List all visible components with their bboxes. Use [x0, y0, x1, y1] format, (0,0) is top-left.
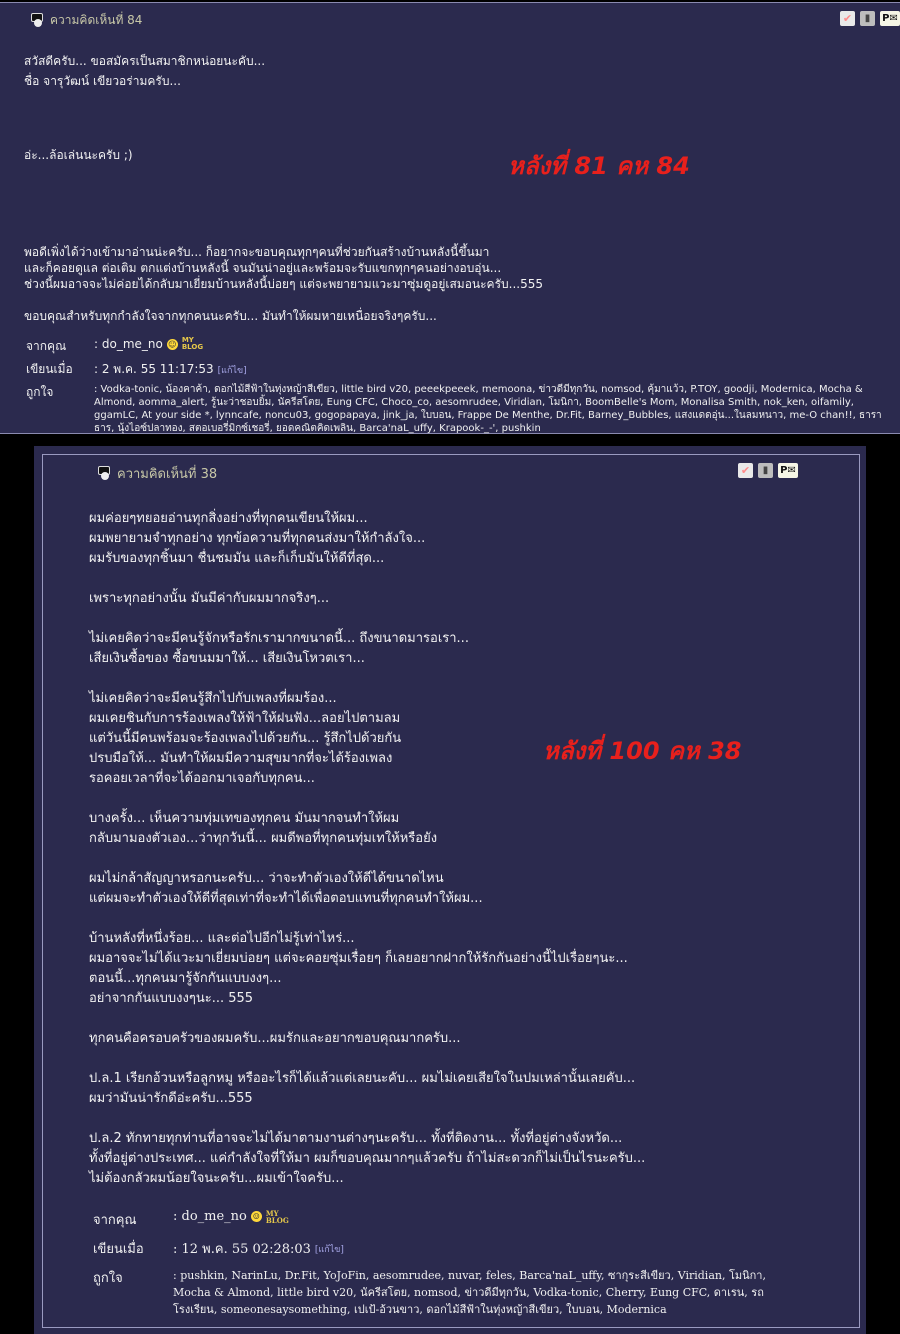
- comment-number: ความคิดเห็นที่ 38: [117, 467, 218, 482]
- likers-list: : pushkin, NarinLu, Dr.Fit, YoJoFin, aesomrudee, nuvar, feles, Barca'naL_uffy, ซากุระสีเขียว, Viridian, โมนิกา, Mocha & Almond, little bird v20, นัครีสโตย, nomsod, ข่าวดีมีทุกวัน, Vodka-tonic, Cherry, Eung CFC, ดาเรน, รถโรงเรียน, someonesaysomething, เปเป้-อ้วนขาว, ดอกไม้สีฟ้าในทุ่งหญ้าสีเขียว, ใบบอน, Modernica: [173, 1269, 766, 1316]
- body-line: ไม่ต้องกลัวผมน้อยใจนะครับ...ผมเข้าใจครับ...: [89, 1171, 344, 1186]
- body-line: อย่าจากกันแบบงงๆนะ... 555: [89, 991, 254, 1006]
- body-line: ทั้งที่อยู่ต่างประเทศ... แค่กำลังใจที่ให้มา ผมก็ขอบคุณมากๆแล้วครับ ถ้าไม่สะดวกก็ไม่เป็นไรนะครับ...: [89, 1151, 646, 1166]
- comment-tools: [738, 463, 798, 478]
- user-avatar-icon: [30, 13, 44, 29]
- body-line: ผมรับของทุกชิ้นมา ชื่นชมมัน และก็เก็บมันให้ดีที่สุด...: [89, 551, 385, 566]
- private-message-icon[interactable]: P✉: [880, 11, 900, 26]
- comment-meta: [26, 337, 892, 439]
- comment-84: [0, 2, 900, 434]
- comment-body: [24, 51, 543, 326]
- body-line: ผมว่ามันน่ารักดีอ่ะครับ...555: [89, 1091, 253, 1106]
- body-line: ผมเคยชินกับการร้องเพลงให้ฟ้าให้ฝนฟัง...ลอยไปตามลม: [89, 711, 401, 726]
- smiley-icon: ☺: [168, 339, 177, 349]
- comment-38-frame: [34, 446, 866, 1334]
- trash-icon[interactable]: ▮: [860, 11, 875, 26]
- likes-label: ถูกใจ: [93, 1271, 123, 1286]
- body-line: อ่ะ...ล้อเล่นนะครับ ;): [24, 148, 133, 162]
- posted-time: : 2 พ.ค. 55 11:17:53: [94, 362, 214, 376]
- trash-icon[interactable]: ▮: [758, 463, 773, 478]
- body-line: บ้านหลังที่หนึ่งร้อย... และต่อไปอีกไม่รู้เท่าไหร่...: [89, 931, 355, 946]
- edit-link[interactable]: [แก้ไข]: [217, 365, 247, 376]
- body-line: ป.ล.1 เรียกอ้วนหรือลูกหมู หรืออะไรก็ได้แล้วแต่เลยนะคับ... ผมไม่เคยเสียใจในปมเหล่านั้นเลยคับ...: [89, 1071, 636, 1086]
- likes-label: ถูกใจ: [26, 385, 54, 399]
- private-message-icon[interactable]: P✉: [778, 463, 798, 478]
- comment-number: ความคิดเห็นที่ 84: [50, 13, 143, 27]
- body-line: รอคอยเวลาที่จะได้ออกมาเจอกับทุกคน...: [89, 771, 315, 786]
- body-line: ตอนนี้...ทุกคนมารู้จักกันแบบงงๆ...: [89, 971, 282, 986]
- body-line: แต่ผมจะทำตัวเองให้ดีที่สุดเท่าที่จะทำได้เพื่อตอบแทนที่ทุกคนทำให้ผม...: [89, 891, 483, 906]
- body-line: ไม่เคยคิดว่าจะมีคนรู้สึกไปกับเพลงที่ผมร้อง...: [89, 691, 337, 706]
- body-line: ขอบคุณสำหรับทุกกำลังใจจากทุกคนนะครับ... มันทำให้ผมหายเหนื่อยจริงๆครับ...: [24, 309, 437, 323]
- posted-label: เขียนเมื่อ: [26, 362, 73, 376]
- body-line: เสียเงินซื้อของ ซื้อขนมมาให้... เสียเงินโหวตเรา...: [89, 651, 365, 666]
- comment-meta: [93, 1209, 813, 1322]
- user-avatar-icon: [97, 466, 111, 482]
- my-blog-link[interactable]: MY BLOG: [181, 336, 204, 351]
- from-label: จากคุณ: [26, 339, 67, 353]
- author-link[interactable]: : do_me_no: [94, 337, 163, 351]
- posted-time: : 12 พ.ค. 55 02:28:03: [173, 1242, 311, 1257]
- body-line: ป.ล.2 ทักทายทุกท่านที่อาจจะไม่ได้มาตามงานต่างๆนะครับ... ทั้งที่ติดงาน... ทั้งที่อยู่ต่างจังหวัด...: [89, 1131, 623, 1146]
- comment-tools: [840, 11, 900, 26]
- body-line: ผมค่อยๆทยอยอ่านทุกสิ่งอย่างที่ทุกคนเขียนให้ผม...: [89, 511, 368, 526]
- author-link[interactable]: : do_me_no: [173, 1209, 247, 1224]
- body-line: ช่วงนี้ผมอาจจะไม่ค่อยได้กลับมาเยี่ยมบ้านหลังนี้บ่อยๆ แต่จะพยายามแวะมาซุ่มดูอยู่เสมอนะครับ...555: [24, 277, 543, 291]
- likers-list: : Vodka-tonic, น้องคาค้า, ดอกไม้สีฟ้าในทุ่งหญ้าสีเขียว, little bird v20, peeekpeeek, memoona, ข่าวดีมีทุกวัน, nomsod, คุ้มาแว้ว, P.TOY, goodji, Modernica, Mocha & Almond, aomma_alert, รู้นะว่าชอบยิ้ม, นัครีสโตย, Eung CFC, Choco_co, aesomrudee, Viridian, โมนิกา, BoomBelle's Mom, Monalisa Smith, nok_ken, oifamily, ggamLC, At your side *, lynncafe, noncu03, gogopapaya, jink_ja, ใบบอน, Frappe De Menthe, Dr.Fit, Barney_Bubbles, แสงแดดอุ่น...ในลมหนาว, me-O chan!!, ธาราธาร, นุ้งไอซ์ปลาทอง, สตอเบอรี่มิกซ์เชอรี่, ยอดคณิตคิดเพลิน, Barca'naL_uffy, Krapook-_-', pushkin: [94, 384, 882, 434]
- body-line: สวัสดีครับ... ขอสมัครเป็นสมาชิกหน่อยนะคับ...: [24, 54, 266, 68]
- check-mark-icon[interactable]: ✔: [738, 463, 753, 478]
- comment-header: [30, 11, 142, 30]
- posted-label: เขียนเมื่อ: [93, 1242, 144, 1257]
- house-stamp: หลังที่ 81 คห 84: [508, 152, 690, 180]
- check-mark-icon[interactable]: ✔: [840, 11, 855, 26]
- body-line: ชื่อ จารุวัฒน์ เขียวอร่ามครับ...: [24, 74, 181, 88]
- body-line: ไม่เคยคิดว่าจะมีคนรู้จักหรือรักเรามากขนาดนี้... ถึงขนาดมารอเรา...: [89, 631, 469, 646]
- house-stamp: หลังที่ 100 คห 38: [543, 737, 742, 765]
- body-line: เพราะทุกอย่างนั้น มันมีค่ากับผมมากจริงๆ...: [89, 591, 330, 606]
- body-line: ทุกคนคือครอบครัวของผมครับ...ผมรักและอยากขอบคุณมากครับ...: [89, 1031, 461, 1046]
- comment-38: [42, 454, 860, 1328]
- body-line: พอดีเพิ่งได้ว่างเข้ามาอ่านน่ะครับ... ก็อยากจะขอบคุณทุกๆคนที่ช่วยกันสร้างบ้านหลังนี้ขึ้นมา: [24, 245, 490, 259]
- body-line: ปรบมือให้... มันทำให้ผมมีความสุขมากที่จะได้ร้องเพลง: [89, 751, 393, 766]
- my-blog-link[interactable]: MY BLOG: [265, 1208, 289, 1225]
- body-line: กลับมามองตัวเอง...ว่าทุกวันนี้... ผมดีพอที่ทุกคนทุ่มเทให้หรือยัง: [89, 831, 438, 846]
- body-line: ผมอาจจะไม่ได้แวะมาเยี่ยมบ่อยๆ แต่จะคอยซุ่มเรื่อยๆ ก็เลยอยากฝากให้รักกันอย่างนี้ไปเรื่อยๆนะ...: [89, 951, 628, 966]
- edit-link[interactable]: [แก้ไข]: [314, 1244, 344, 1255]
- smiley-icon: ☺: [252, 1212, 260, 1221]
- body-line: บางครั้ง... เห็นความทุ่มเทของทุกคน มันมากจนทำให้ผม: [89, 811, 400, 826]
- body-line: และก็คอยดูแล ต่อเติม ตกแต่งบ้านหลังนี้ จนมันน่าอยู่และพร้อมจะรับแขกทุกๆคนอย่างอบอุ่น...: [24, 261, 502, 275]
- comment-header: [97, 463, 217, 484]
- body-line: แต่วันนี้มีคนพร้อมจะร้องเพลงไปด้วยกัน... รู้สึกไปด้วยกัน: [89, 731, 402, 746]
- body-line: ผมไม่กล้าสัญญาหรอกนะครับ... ว่าจะทำตัวเองให้ดีได้ขนาดไหน: [89, 871, 444, 886]
- from-label: จากคุณ: [93, 1213, 137, 1228]
- body-line: ผมพยายามจำทุกอย่าง ทุกข้อความที่ทุกคนส่งมาให้กำลังใจ...: [89, 531, 426, 546]
- comment-body: [89, 509, 645, 1189]
